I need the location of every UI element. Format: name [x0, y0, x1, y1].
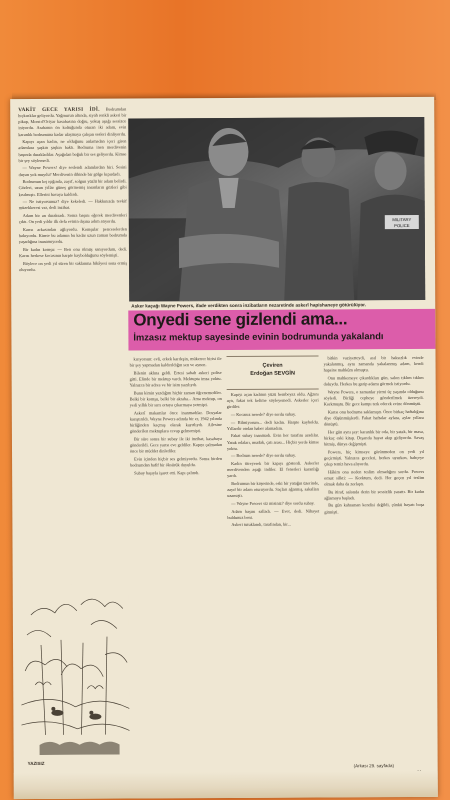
- article-subtitle: İmzasız mektup sayesinde evinin bodrumunda yakalandı: [133, 331, 384, 343]
- column2-paragraph: — Wayne Powers siz misiniz? diye sordu subay.: [231, 500, 315, 506]
- paragraph-text: Karısı arkasından ağlıyordu. Komşular pencerelerden bakıyordu. Kimse bu adamın bu kadar uzun zaman bodrumda yaşadığına inanamıyordu.: [18, 226, 127, 245]
- column3-paragraph: Her gün aynı şey: karanlık bir oda, bir yatak, bir masa, birkaç eski kitap. Dışarıda hayat akıp gidiyordu. Savaş bitmiş, dünya değişmişti.: [323, 428, 424, 447]
- article-title: Onyedi sene gizlendi ama...: [133, 309, 348, 330]
- illustration-caption: YAZISIZ: [27, 760, 45, 767]
- body-column-3: [324, 355, 425, 517]
- column2-paragraph: Adam başını salladı. — Evet, dedi. Nihayet buldunuz beni.: [227, 508, 320, 520]
- column1-paragraph: Bunu kimin yazdığını hiçbir zaman öğrenemediler. Belki bir komşu, belki bir akraba... Ama mektup, on yedi yıllık bir sırrı ortaya çıkarmaya yetmişti.: [129, 389, 222, 408]
- left-column-paragraph: [19, 260, 127, 273]
- translator-label: Çeviren: [262, 362, 283, 369]
- illustration-jungle-soldiers: [21, 585, 130, 756]
- paragraph-text: Bir kadın komşu: — Ben onu ölmüş sanıyordum, dedi. Karısı herkese kocasının harpte kaybolduğunu söylemişti.: [18, 246, 127, 259]
- column1-paragraph: kırıyorsun: evli, erkek kardeşin, mükerrer birisi ile bir şey yapmadan kaldırıldığın sen ve aynen.: [129, 356, 222, 368]
- left-column-paragraph: [19, 179, 127, 198]
- paragraph-text: Bodrumdan hıçkırıklar geliyordu. Yağmurun altında, siyah renkli askeri bir pikap, Mont-d'Oriyar kasabasına doğru, yokuş aşağı sessizce iniyordu. Arabanın ön koltuğunda oturan iki adam, evin karanlık bodrumuna kadar ulaşmaya çalışan sesleri dinliyordu.: [18, 106, 127, 137]
- left-column-paragraph: [19, 213, 127, 226]
- left-column-paragraph: [19, 226, 127, 245]
- column1-paragraph: Subay başıyla işaret etti. Kapı çalındı.: [134, 469, 200, 476]
- column1-paragraph: Askerî makamlar önce inanmadılar. Dosyalar karıştırıldı. Wayne Powers adında bir er, 1942 yılında birliğinden kaçmış olarak kayıtlıydı. Ailesine gönderilen mektuplara cevap gelmemişti.: [129, 409, 222, 434]
- lead-in: VAKİT GECE YARISI İDİ.: [18, 106, 106, 114]
- magazine-page: [10, 97, 438, 799]
- left-column-paragraph: [19, 246, 127, 259]
- left-column-paragraph: [18, 107, 126, 138]
- translator-credit: [227, 356, 319, 390]
- column2-paragraph: Bodrumun bir köşesinde, eski bir yatağın üzerinde, zayıf bir adam oturuyordu. Saçları ağarmış, sakalları uzamıştı.: [227, 480, 320, 499]
- left-column-text: [18, 107, 127, 273]
- column1-paragraph: Bir süre sonra bir subay ile iki inzibat, kasabaya gönderildi. Gece yarısı eve geldiler. Kapıyı çalmadan önce bir müddet dinlediler.: [129, 435, 222, 454]
- paragraph-text: Kapıyı açan kadın, ne olduğunu anlamadan içeri giren adamlara şaşkın şaşkın baktı. Bodruma inen merdivenin başında durakladılar. Aşağıdan boğuk bir ses geliyordu. Kimse bir şey söylemedi.: [18, 138, 127, 163]
- paragraph-text: Böylece on yedi yıl süren bir saklanma hikâyesi sona ermiş oluyordu.: [19, 260, 128, 272]
- translator-name: Erdoğan SEVGİN: [250, 370, 295, 377]
- paragraph-text: — Wayne Powers! diye seslendi adamlardan biri. Sesini duyan yok muydu? Merdivenin dibinde bir gölge kıpırdadı.: [18, 164, 127, 177]
- left-column-paragraph: [19, 199, 127, 212]
- article-photo: [128, 117, 425, 302]
- column2-paragraph: — Bodrum nerede? diye sordu subay.: [231, 453, 296, 459]
- left-column-paragraph: [18, 139, 126, 164]
- paragraph-text: — Ne istiyorsunuz? diye kekeledi. — Hakkınızda tevkif müzekkeresi var, dedi inzibat.: [18, 198, 127, 211]
- body-column-1: [130, 356, 223, 478]
- photo-badge-text: MILITARY: [392, 217, 412, 223]
- column2-paragraph: — Kocanız nerede? diye sordu subay.: [230, 411, 296, 417]
- column1-paragraph: Bilenin aklına geldi. Ertesi sabah askeri polise gitti. Elinde bir mektup vardı. Mektupta imza yoktu. Yalnızca bir adres ve bir isim yazılıydı.: [129, 369, 222, 388]
- page-bottom-edge: [14, 771, 438, 799]
- column2-paragraph: Fakat subay inanmadı. Evin her tarafını aradılar. Yatak odaları, mutfak, çatı arası... Hiçbir yerde kimse yoktu.: [226, 432, 319, 451]
- column2-paragraph: Kapıyı açan kadının yüzü bembeyaz oldu. Ağzını açtı, fakat tek kelime söyleyemedi. Askerler içeri girdiler.: [226, 391, 319, 410]
- column3-paragraph: Wayne Powers, o zamanlar yirmi üç yaşında olduğunu söyledi. Birliği cepheye gönderilmek üzereydi. Korkmuştu. Bir gece kampı terk ederek evine dönmüştü.: [323, 388, 424, 407]
- column3-paragraph: Powers, hiç kimseye görünmeden on yedi yıl geçirmişti. Yalnızca geceleri, herkes uyurken, bahçeye çıkıp temiz hava alıyordu.: [324, 448, 425, 467]
- column3-paragraph: Bu gün kahraman kendisi değildi, çünkü hayatı boşa gitmişti.: [324, 502, 425, 515]
- column2-paragraph: — Bilmiyorum... dedi kadın. Harpte kayboldu. Yıllardır ondan haber alamadım.: [226, 419, 319, 431]
- column3-paragraph: bitkin vaziyetteydi, asıl bir haksızlık evinde yakalanmış, aynı zamanda yakalanmış adam, kendi hapsine mahkûm olmuştu.: [323, 354, 424, 373]
- column1-paragraph: Evin içinden hiçbir ses gelmiyordu. Sonra birden bodrumdan hafif bir öksürük duyuldu.: [130, 455, 223, 468]
- column3-paragraph: Bu itiraf, salonda derin bir sessizlik yarattı. Bir kadın ağlamaya başladı.: [324, 488, 425, 501]
- column3-paragraph: Hâkim ona neden teslim olmadığını sordu. Powers omuz silkti: — Korktum, dedi. Her geçen yıl teslim olmak daha da zorlaştı.: [324, 468, 425, 487]
- column2-paragraph: Kadın titreyerek bir kapıyı gösterdi. Askerler merdivenden aşağı indiler. El fenerleri karanlığı yardı.: [227, 460, 320, 479]
- continued-note: (Arkası 29. sayfada): [353, 763, 394, 769]
- svg-text:POLICE: POLICE: [394, 223, 410, 229]
- column3-paragraph: Karısı onu bodruma saklamıştı. Önce birkaç haftalığına diye düşünmüşlerdi. Fakat haftalar aylara, aylar yıllara dönüştü.: [323, 408, 424, 427]
- column2-paragraph: Askeri tutuklandı, tarafından, bir...: [231, 522, 291, 528]
- paragraph-text: Bodrumun loş ışığında, zayıf, solgun yüzlü bir adam belirdi. Gözleri, uzun yıllar güneş görmemiş insanların gözleri gibi kısılmıştı. Ellerini havaya kaldırdı.: [18, 178, 127, 197]
- body-column-2: [227, 392, 320, 531]
- left-column-paragraph: [19, 165, 127, 178]
- column3-paragraph: Onu mahkemeye çıkardıkları gün, salon tıklım tıklım doluydu. Herkes bu garip adamı görmek istiyordu.: [323, 374, 424, 387]
- paragraph-text: Adam bir an duraksadı. Sonra başını eğerek merdivenleri çıktı. On yedi yıldır ilk defa evinin dışına adım atıyordu.: [18, 212, 127, 225]
- photo-caption: Asker kaçağı Wayne Powers, ifade verdikten sonra inzibatların nezaretinde askerî hapishaneye götürülüyor.: [131, 302, 366, 309]
- left-column: [18, 107, 130, 778]
